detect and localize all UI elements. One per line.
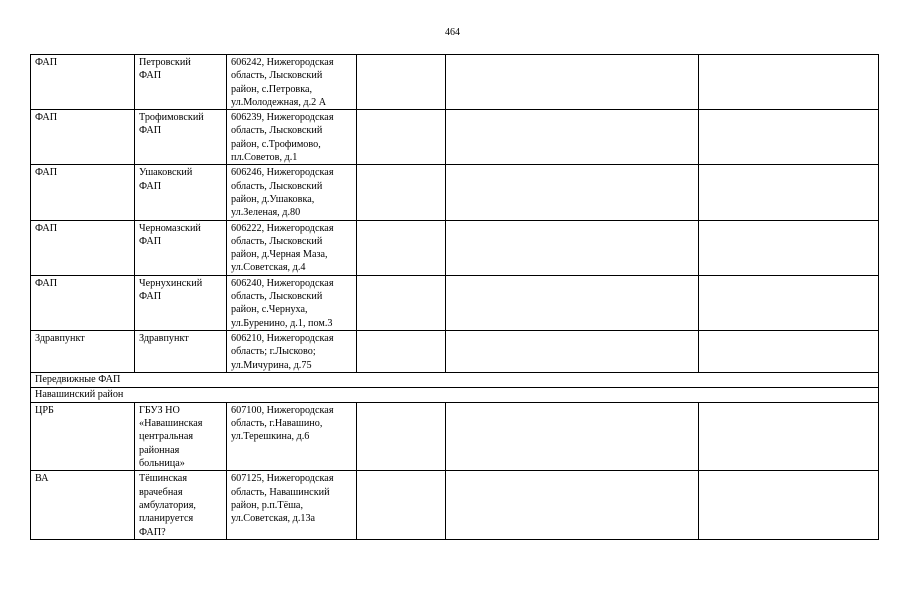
page-number: 464 bbox=[445, 27, 460, 38]
empty-cell bbox=[357, 330, 446, 372]
facility-address: 606242, Нижегородская область, Лысковский район, с.Петровка, ул.Молодежная, д.2 А bbox=[227, 55, 357, 110]
table-row bbox=[31, 220, 879, 275]
empty-cell bbox=[699, 165, 879, 220]
facility-address: 606222, Нижегородская область, Лысковский район, д.Черная Маза, ул.Советская, д.4 bbox=[227, 220, 357, 275]
section-row bbox=[31, 387, 879, 402]
empty-cell bbox=[357, 275, 446, 330]
table-row bbox=[31, 471, 879, 539]
empty-cell bbox=[699, 330, 879, 372]
empty-cell bbox=[357, 402, 446, 470]
facility-address: 606239, Нижегородская область, Лысковский район, с.Трофимово, пл.Советов, д.1 bbox=[227, 110, 357, 165]
empty-cell bbox=[446, 165, 699, 220]
empty-cell bbox=[699, 220, 879, 275]
facility-type: ФАП bbox=[31, 165, 135, 220]
facility-address: 607100, Нижегородская область, г.Навашино, ул.Терешкина, д.6 bbox=[227, 402, 357, 470]
empty-cell bbox=[446, 330, 699, 372]
section-row bbox=[31, 372, 879, 387]
empty-cell bbox=[699, 275, 879, 330]
empty-cell bbox=[446, 55, 699, 110]
facility-type: ФАП bbox=[31, 110, 135, 165]
empty-cell bbox=[446, 275, 699, 330]
section-mobile-fap: Передвижные ФАП bbox=[31, 372, 879, 387]
empty-cell bbox=[357, 55, 446, 110]
facility-name: Петровский ФАП bbox=[135, 55, 227, 110]
empty-cell bbox=[357, 220, 446, 275]
empty-cell bbox=[446, 471, 699, 539]
facilities-table bbox=[30, 54, 879, 540]
facility-name: Чернухинский ФАП bbox=[135, 275, 227, 330]
empty-cell bbox=[699, 110, 879, 165]
table-row bbox=[31, 402, 879, 470]
table-row bbox=[31, 165, 879, 220]
facility-type: Здравпункт bbox=[31, 330, 135, 372]
facility-address: 607125, Нижегородская область, Навашинский район, р.п.Тёша, ул.Советская, д.13а bbox=[227, 471, 357, 539]
empty-cell bbox=[699, 471, 879, 539]
facility-type: ЦРБ bbox=[31, 402, 135, 470]
section-district: Навашинский район bbox=[31, 387, 879, 402]
facility-name: ГБУЗ НО «Навашинская центральная районная больница» bbox=[135, 402, 227, 470]
facility-type: ФАП bbox=[31, 275, 135, 330]
empty-cell bbox=[446, 110, 699, 165]
facility-name: Тёшинская врачебная амбулатория, планируется ФАП? bbox=[135, 471, 227, 539]
facility-address: 606240, Нижегородская область, Лысковский район, с.Чернуха, ул.Буренино, д.1, пом.3 bbox=[227, 275, 357, 330]
empty-cell bbox=[357, 110, 446, 165]
empty-cell bbox=[446, 220, 699, 275]
empty-cell bbox=[699, 402, 879, 470]
facility-address: 606246, Нижегородская область, Лысковский район, д.Ушаковка, ул.Зеленая, д.80 bbox=[227, 165, 357, 220]
table-row bbox=[31, 275, 879, 330]
table-row bbox=[31, 110, 879, 165]
facility-name: Трофимовский ФАП bbox=[135, 110, 227, 165]
empty-cell bbox=[699, 55, 879, 110]
empty-cell bbox=[357, 471, 446, 539]
facility-type: ВА bbox=[31, 471, 135, 539]
table-row bbox=[31, 330, 879, 372]
facility-type: ФАП bbox=[31, 220, 135, 275]
empty-cell bbox=[446, 402, 699, 470]
facility-name: Здравпункт bbox=[135, 330, 227, 372]
empty-cell bbox=[357, 165, 446, 220]
facility-name: Черномазский ФАП bbox=[135, 220, 227, 275]
table-row bbox=[31, 55, 879, 110]
facility-address: 606210, Нижегородская область; г.Лысково; ул.Мичурина, д.75 bbox=[227, 330, 357, 372]
facility-name: Ушаковский ФАП bbox=[135, 165, 227, 220]
facility-type: ФАП bbox=[31, 55, 135, 110]
